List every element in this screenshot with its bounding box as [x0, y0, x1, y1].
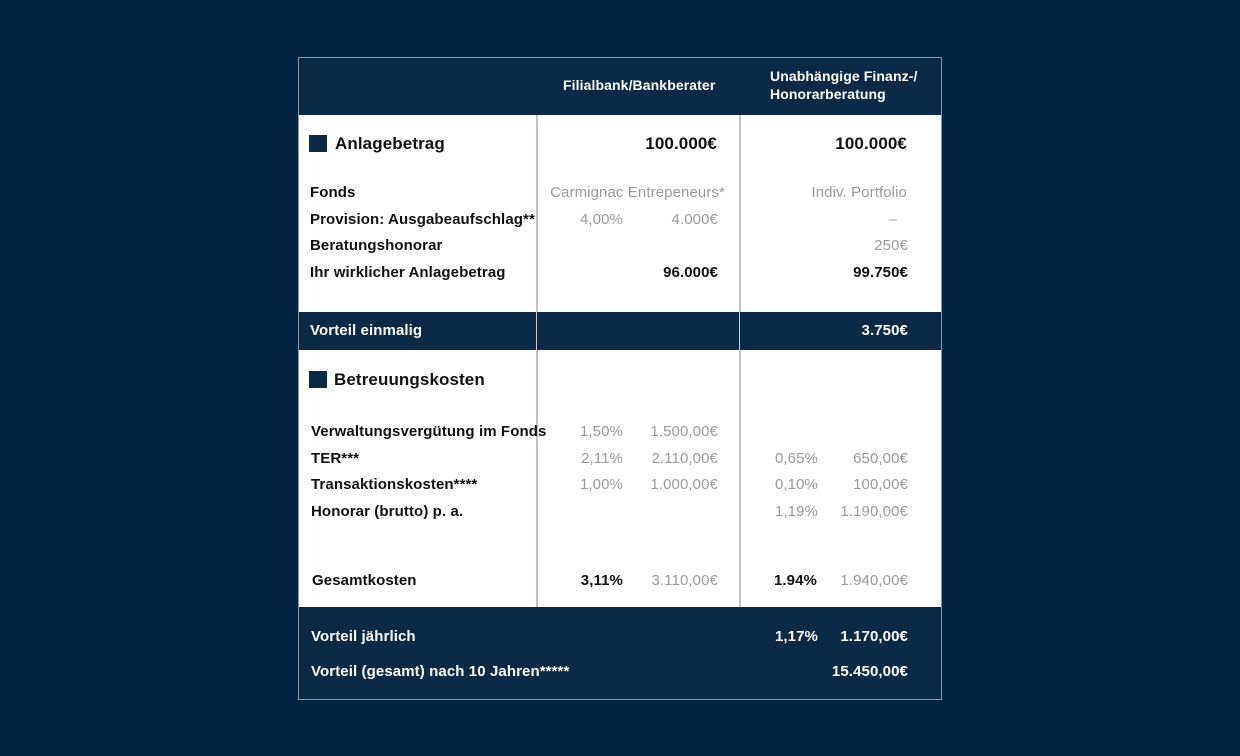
section-marker-icon: [309, 371, 327, 388]
fonds-bank: Carmignac Entrepeneurs*: [550, 184, 725, 201]
section-marker-icon: [309, 135, 327, 152]
vorteil-einmalig-label: Vorteil einmalig: [310, 322, 423, 339]
verwaltung-bank-val: 1.500,00€: [650, 423, 718, 440]
gesamt-bank-val: 3.110,00€: [651, 572, 718, 589]
ter-bank-pct: 2,11%: [581, 450, 623, 467]
column-divider: [536, 115, 538, 312]
honorar-indep-val: 1.190,00€: [840, 503, 908, 520]
beratungshonorar-indep: 250€: [874, 237, 908, 254]
footer-band: [299, 607, 941, 699]
column-divider: [739, 115, 741, 312]
section-title-betreuungskosten: Betreuungskosten: [334, 370, 485, 389]
gesamt-indep-val: 1.940,00€: [840, 572, 908, 589]
provision-bank-pct: 4,00%: [579, 211, 623, 228]
row-label-ter: TER***: [311, 450, 360, 467]
anlage-bank-amount: 100.000€: [645, 134, 717, 153]
column-divider: [536, 350, 538, 607]
honorar-indep-pct: 1,19%: [774, 503, 818, 520]
trans-indep-pct: 0,10%: [774, 476, 818, 493]
header-col-indep-line2: Honorarberatung: [770, 86, 886, 102]
row-label-verwaltung: Verwaltungsvergütung im Fonds: [311, 423, 547, 440]
gesamt-bank-pct: 3,11%: [580, 572, 623, 589]
trans-indep-val: 100,00€: [853, 476, 908, 493]
row-label-gesamtkosten: Gesamtkosten: [312, 572, 417, 589]
provision-bank-val: 4.000€: [671, 211, 718, 228]
row-label-fonds: Fonds: [310, 184, 356, 201]
provision-indep: –: [888, 211, 897, 228]
ter-indep-val: 650,00€: [853, 450, 908, 467]
vorteil-gesamt-val: 15.450,00€: [831, 663, 908, 680]
section-title-anlagebetrag: Anlagebetrag: [335, 134, 445, 153]
verwaltung-bank-pct: 1,50%: [579, 423, 623, 440]
trans-bank-val: 1.000,00€: [650, 476, 718, 493]
vorteil-jaehrlich-label: Vorteil jährlich: [311, 628, 416, 645]
row-label-beratungshonorar: Beratungshonorar: [310, 237, 443, 254]
row-label-honorar-brutto: Honorar (brutto) p. a.: [311, 503, 464, 520]
vorteil-gesamt-label: Vorteil (gesamt) nach 10 Jahren*****: [311, 663, 570, 680]
comparison-table: [298, 57, 942, 700]
wirklich-indep: 99.750€: [853, 264, 908, 281]
band-divider: [739, 312, 740, 350]
fonds-indep: Indiv. Portfolio: [811, 184, 907, 201]
header-col-bank: Filialbank/Bankberater: [563, 77, 716, 93]
ter-bank-val: 2.110,00€: [651, 450, 718, 467]
column-divider: [739, 350, 741, 607]
anlage-indep-amount: 100.000€: [835, 134, 907, 153]
wirklich-bank: 96.000€: [663, 264, 718, 281]
vorteil-jaehrlich-pct: 1,17%: [774, 628, 818, 645]
row-label-transaktionskosten: Transaktionskosten****: [311, 476, 478, 493]
vorteil-einmalig-value: 3.750€: [861, 322, 908, 339]
header-col-indep-line1: Unabhängige Finanz-/: [770, 68, 918, 84]
row-label-provision: Provision: Ausgabeaufschlag**: [310, 211, 535, 228]
gesamt-indep-pct: 1.94%: [773, 572, 817, 589]
band-divider: [536, 312, 537, 350]
ter-indep-pct: 0,65%: [774, 450, 818, 467]
vorteil-jaehrlich-val: 1.170,00€: [840, 628, 908, 645]
trans-bank-pct: 1,00%: [579, 476, 623, 493]
row-label-wirklicher-anlagebetrag: Ihr wirklicher Anlagebetrag: [310, 264, 506, 281]
